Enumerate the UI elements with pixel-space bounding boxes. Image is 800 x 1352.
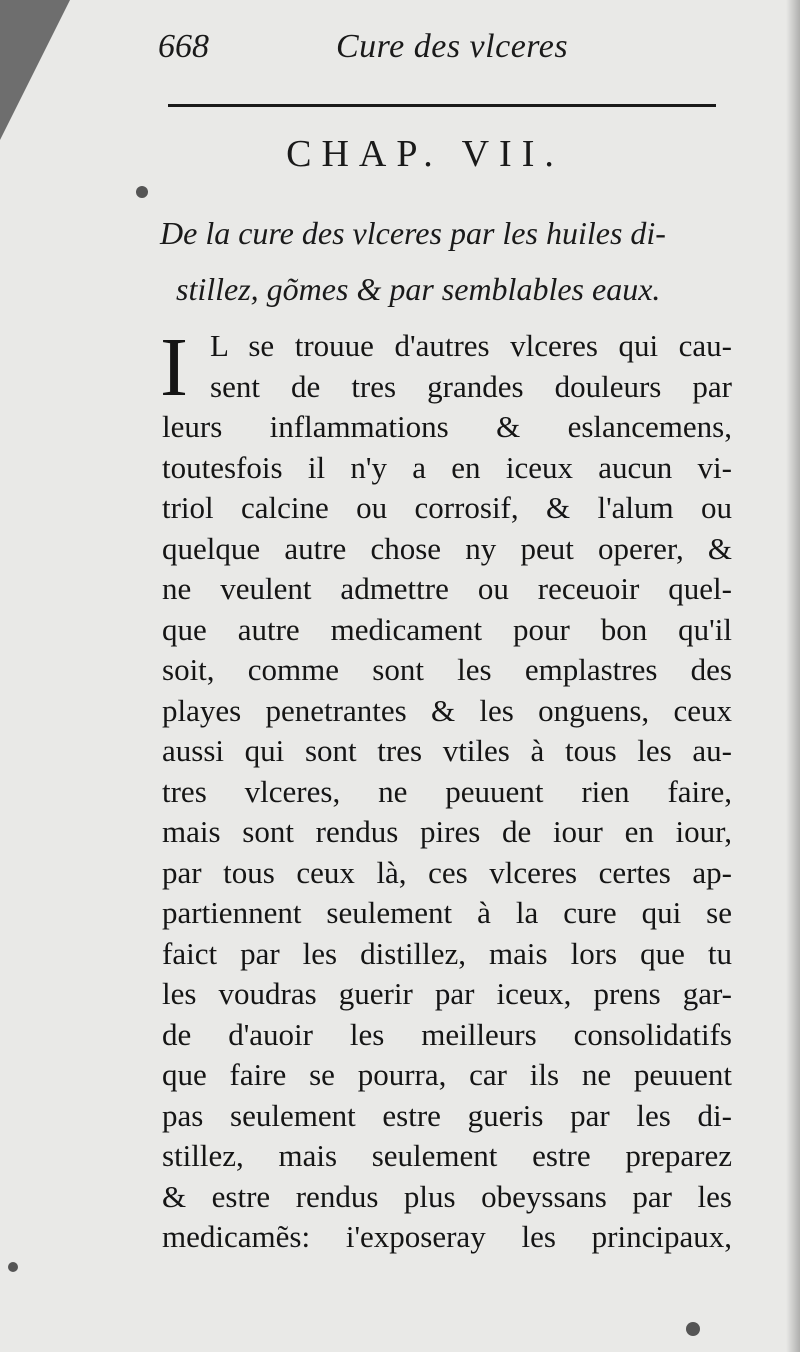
text-line: tres vlceres, ne peuuent rien faire, bbox=[162, 773, 732, 809]
text-line: sent de tres grandes douleurs par bbox=[210, 368, 732, 404]
text-line: quelque autre chose ny peut operer, & bbox=[162, 530, 732, 566]
running-title: Cure des vlceres bbox=[336, 28, 569, 65]
text-line: medicamẽs: i'exposeray les principaux, bbox=[162, 1219, 732, 1254]
text-line: aussi qui sont tres vtiles à tous les au- bbox=[162, 733, 732, 768]
text-line: partiennent seulement à la cure qui se bbox=[162, 895, 732, 930]
text-line: & estre rendus plus obeyssans par les bbox=[162, 1178, 732, 1214]
ink-speck bbox=[136, 186, 148, 198]
page-edge-shadow bbox=[786, 0, 800, 1352]
text-line: que autre medicament pour bon qu'il bbox=[162, 611, 732, 647]
chapter-title bbox=[160, 205, 730, 317]
chapter-heading: CHAP. VII. bbox=[286, 133, 564, 175]
ink-speck bbox=[8, 1262, 18, 1272]
chapter-title-line-1: De la cure des vlceres par les huiles di- bbox=[160, 215, 666, 251]
text-line: L se trouue d'autres vlceres qui cau- bbox=[210, 328, 732, 363]
header-rule bbox=[168, 104, 716, 107]
text-line: toutesfois il n'y a en iceux aucun vi- bbox=[162, 449, 732, 485]
text-line: mais sont rendus pires de iour en iour, bbox=[162, 814, 732, 849]
text-line: leurs inflammations & eslancemens, bbox=[162, 409, 732, 444]
ink-speck bbox=[686, 1322, 700, 1336]
running-head bbox=[150, 28, 730, 78]
chapter-title-line-2: stillez, gõmes & par semblables eaux. bbox=[176, 271, 661, 307]
page-number: 668 bbox=[158, 28, 209, 65]
text-line: ne veulent admettre ou receuoir quel- bbox=[162, 571, 732, 606]
text-line: que faire se pourra, car ils ne peuuent bbox=[162, 1057, 732, 1092]
text-line: faict par les distillez, mais lors que tu bbox=[162, 935, 732, 971]
body-text bbox=[160, 321, 732, 1258]
text-line: triol calcine ou corrosif, & l'alum ou bbox=[162, 490, 732, 525]
text-line: stillez, mais seulement estre preparez bbox=[162, 1138, 732, 1173]
torn-corner bbox=[0, 0, 70, 140]
text-line: playes penetrantes & les onguens, ceux bbox=[162, 692, 732, 728]
drop-cap: I bbox=[160, 321, 188, 414]
text-line: de d'auoir les meilleurs consolidatifs bbox=[162, 1016, 732, 1052]
text-line: soit, comme sont les emplastres des bbox=[162, 652, 732, 687]
text-line: les voudras guerir par iceux, prens gar- bbox=[162, 976, 732, 1011]
text-line: pas seulement estre gueris par les di- bbox=[162, 1097, 732, 1133]
text-line: par tous ceux là, ces vlceres certes ap- bbox=[162, 854, 732, 890]
